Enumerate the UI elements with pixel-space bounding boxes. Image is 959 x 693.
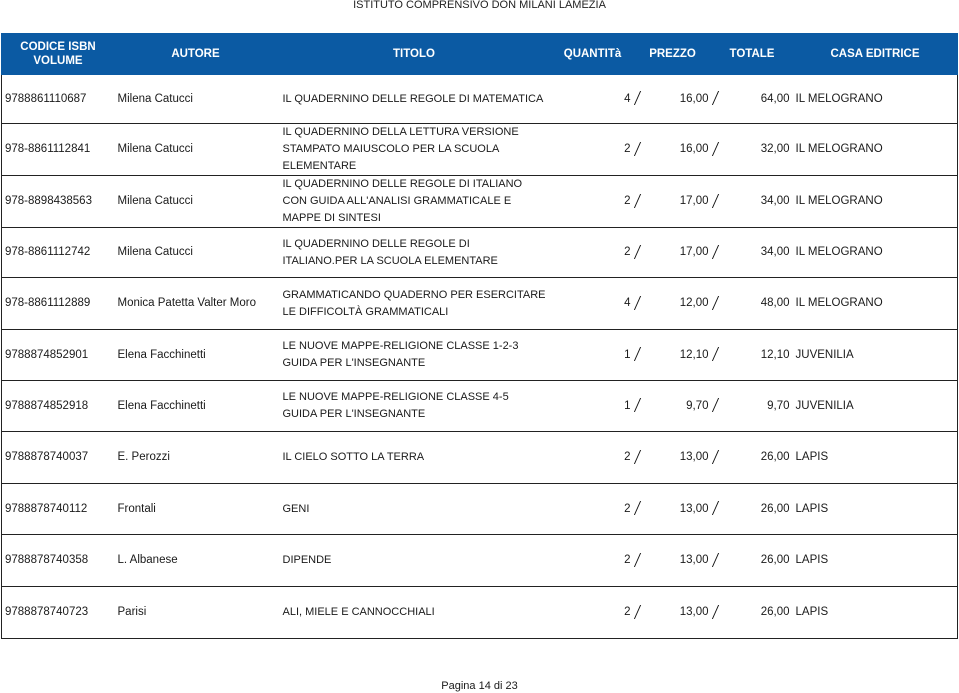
currency-sign — [712, 484, 726, 535]
column-header-quantity: QUANTITà — [552, 34, 634, 75]
currency-sign — [712, 176, 726, 228]
quantity-cell: 2 — [552, 432, 634, 484]
column-header-publisher: CASA EDITRICE — [793, 34, 958, 75]
currency-sign — [634, 124, 648, 176]
table-row — [2, 176, 958, 228]
currency-sign — [712, 587, 726, 639]
price-cell: 16,00 — [648, 75, 712, 124]
isbn-cell: 978-8861112889 — [2, 278, 115, 330]
column-header-title: TITOLO — [277, 34, 552, 75]
table-row — [2, 535, 958, 587]
currency-sign — [712, 228, 726, 278]
publisher-cell: JUVENILIA — [793, 330, 958, 381]
quantity-cell: 2 — [552, 484, 634, 535]
quantity-cell: 4 — [552, 278, 634, 330]
author-cell: Milena Catucci — [115, 176, 277, 228]
table-row — [2, 228, 958, 278]
price-cell: 17,00 — [648, 176, 712, 228]
school-title: ISTITUTO COMPRENSIVO DON MILANI LAMEZIA — [353, 0, 606, 11]
price-cell: 12,00 — [648, 278, 712, 330]
column-header-isbn: CODICE ISBN VOLUME — [2, 34, 115, 75]
currency-sign — [712, 535, 726, 587]
title-cell: GRAMMATICANDO QUADERNO PER ESERCITARE LE DIFFICOLTÀ GRAMMATICALI — [277, 278, 552, 330]
publisher-cell: IL MELOGRANO — [793, 176, 958, 228]
total-cell: 34,00 — [726, 228, 793, 278]
quantity-cell: 4 — [552, 75, 634, 124]
book-table-container — [1, 33, 958, 639]
isbn-cell: 9788878740112 — [2, 484, 115, 535]
author-cell: Milena Catucci — [115, 228, 277, 278]
table-row — [2, 432, 958, 484]
price-cell: 13,00 — [648, 484, 712, 535]
author-cell: Parisi — [115, 587, 277, 639]
title-cell: IL QUADERNINO DELLE REGOLE DI ITALIANO CON GUIDA ALL'ANALISI GRAMMATICALE E MAPPE DI SINTESI — [277, 176, 552, 228]
isbn-cell: 9788874852901 — [2, 330, 115, 381]
isbn-cell: 9788878740358 — [2, 535, 115, 587]
total-cell: 26,00 — [726, 535, 793, 587]
total-cell: 9,70 — [726, 381, 793, 432]
page-footer — [0, 680, 959, 692]
table-row — [2, 124, 958, 176]
isbn-cell: 978-8861112742 — [2, 228, 115, 278]
table-row — [2, 75, 958, 124]
table-row — [2, 484, 958, 535]
price-cell: 13,00 — [648, 587, 712, 639]
author-cell: E. Perozzi — [115, 432, 277, 484]
author-cell: Milena Catucci — [115, 124, 277, 176]
column-header-author: AUTORE — [115, 34, 277, 75]
author-cell: L. Albanese — [115, 535, 277, 587]
publisher-cell: LAPIS — [793, 587, 958, 639]
currency-sign — [712, 278, 726, 330]
price-cell: 13,00 — [648, 535, 712, 587]
quantity-cell: 1 — [552, 330, 634, 381]
publisher-cell: LAPIS — [793, 535, 958, 587]
total-cell: 32,00 — [726, 124, 793, 176]
title-cell: ALI, MIELE E CANNOCCHIALI — [277, 587, 552, 639]
currency-sign — [634, 278, 648, 330]
table-header-row — [2, 34, 958, 75]
title-cell: GENI — [277, 484, 552, 535]
page-number: Pagina 14 di 23 — [441, 680, 518, 692]
isbn-cell: 9788861110687 — [2, 75, 115, 124]
publisher-cell: IL MELOGRANO — [793, 278, 958, 330]
price-cell: 17,00 — [648, 228, 712, 278]
isbn-cell: 978-8861112841 — [2, 124, 115, 176]
publisher-cell: IL MELOGRANO — [793, 228, 958, 278]
currency-sign — [634, 381, 648, 432]
currency-sign — [634, 330, 648, 381]
publisher-cell: IL MELOGRANO — [793, 75, 958, 124]
title-cell: LE NUOVE MAPPE-RELIGIONE CLASSE 1-2-3 GUIDA PER L'INSEGNANTE — [277, 330, 552, 381]
isbn-cell: 978-8898438563 — [2, 176, 115, 228]
author-cell: Elena Facchinetti — [115, 381, 277, 432]
column-header-price: PREZZO — [634, 34, 712, 75]
title-cell: IL CIELO SOTTO LA TERRA — [277, 432, 552, 484]
author-cell: Elena Facchinetti — [115, 330, 277, 381]
currency-sign — [634, 432, 648, 484]
total-cell: 26,00 — [726, 432, 793, 484]
table-body — [2, 75, 958, 639]
currency-sign — [634, 75, 648, 124]
author-cell: Frontali — [115, 484, 277, 535]
currency-sign — [634, 535, 648, 587]
currency-sign — [634, 176, 648, 228]
currency-sign — [634, 228, 648, 278]
publisher-cell: LAPIS — [793, 484, 958, 535]
total-cell: 26,00 — [726, 484, 793, 535]
title-cell: IL QUADERNINO DELLE REGOLE DI MATEMATICA — [277, 75, 552, 124]
currency-sign — [712, 381, 726, 432]
isbn-cell: 9788878740723 — [2, 587, 115, 639]
publisher-cell: JUVENILIA — [793, 381, 958, 432]
total-cell: 64,00 — [726, 75, 793, 124]
table-row — [2, 278, 958, 330]
quantity-cell: 2 — [552, 176, 634, 228]
currency-sign — [634, 484, 648, 535]
currency-sign — [712, 330, 726, 381]
total-cell: 26,00 — [726, 587, 793, 639]
book-list-table — [1, 33, 958, 639]
quantity-cell: 2 — [552, 124, 634, 176]
quantity-cell: 2 — [552, 587, 634, 639]
price-cell: 13,00 — [648, 432, 712, 484]
currency-sign — [712, 124, 726, 176]
currency-sign — [712, 432, 726, 484]
title-cell: DIPENDE — [277, 535, 552, 587]
column-header-total: TOTALE — [712, 34, 793, 75]
price-cell: 16,00 — [648, 124, 712, 176]
publisher-cell: IL MELOGRANO — [793, 124, 958, 176]
total-cell: 12,10 — [726, 330, 793, 381]
title-cell: LE NUOVE MAPPE-RELIGIONE CLASSE 4-5 GUIDA PER L'INSEGNANTE — [277, 381, 552, 432]
quantity-cell: 1 — [552, 381, 634, 432]
currency-sign — [634, 587, 648, 639]
quantity-cell: 2 — [552, 228, 634, 278]
isbn-cell: 9788878740037 — [2, 432, 115, 484]
publisher-cell: LAPIS — [793, 432, 958, 484]
title-cell: IL QUADERNINO DELLE REGOLE DI ITALIANO.PER LA SCUOLA ELEMENTARE — [277, 228, 552, 278]
title-cell: IL QUADERNINO DELLA LETTURA VERSIONE STAMPATO MAIUSCOLO PER LA SCUOLA ELEMENTARE — [277, 124, 552, 176]
table-row — [2, 330, 958, 381]
table-row — [2, 587, 958, 639]
isbn-cell: 9788874852918 — [2, 381, 115, 432]
total-cell: 48,00 — [726, 278, 793, 330]
quantity-cell: 2 — [552, 535, 634, 587]
total-cell: 34,00 — [726, 176, 793, 228]
author-cell: Monica Patetta Valter Moro — [115, 278, 277, 330]
price-cell: 12,10 — [648, 330, 712, 381]
price-cell: 9,70 — [648, 381, 712, 432]
page-header — [0, 0, 959, 14]
author-cell: Milena Catucci — [115, 75, 277, 124]
currency-sign — [712, 75, 726, 124]
table-row — [2, 381, 958, 432]
